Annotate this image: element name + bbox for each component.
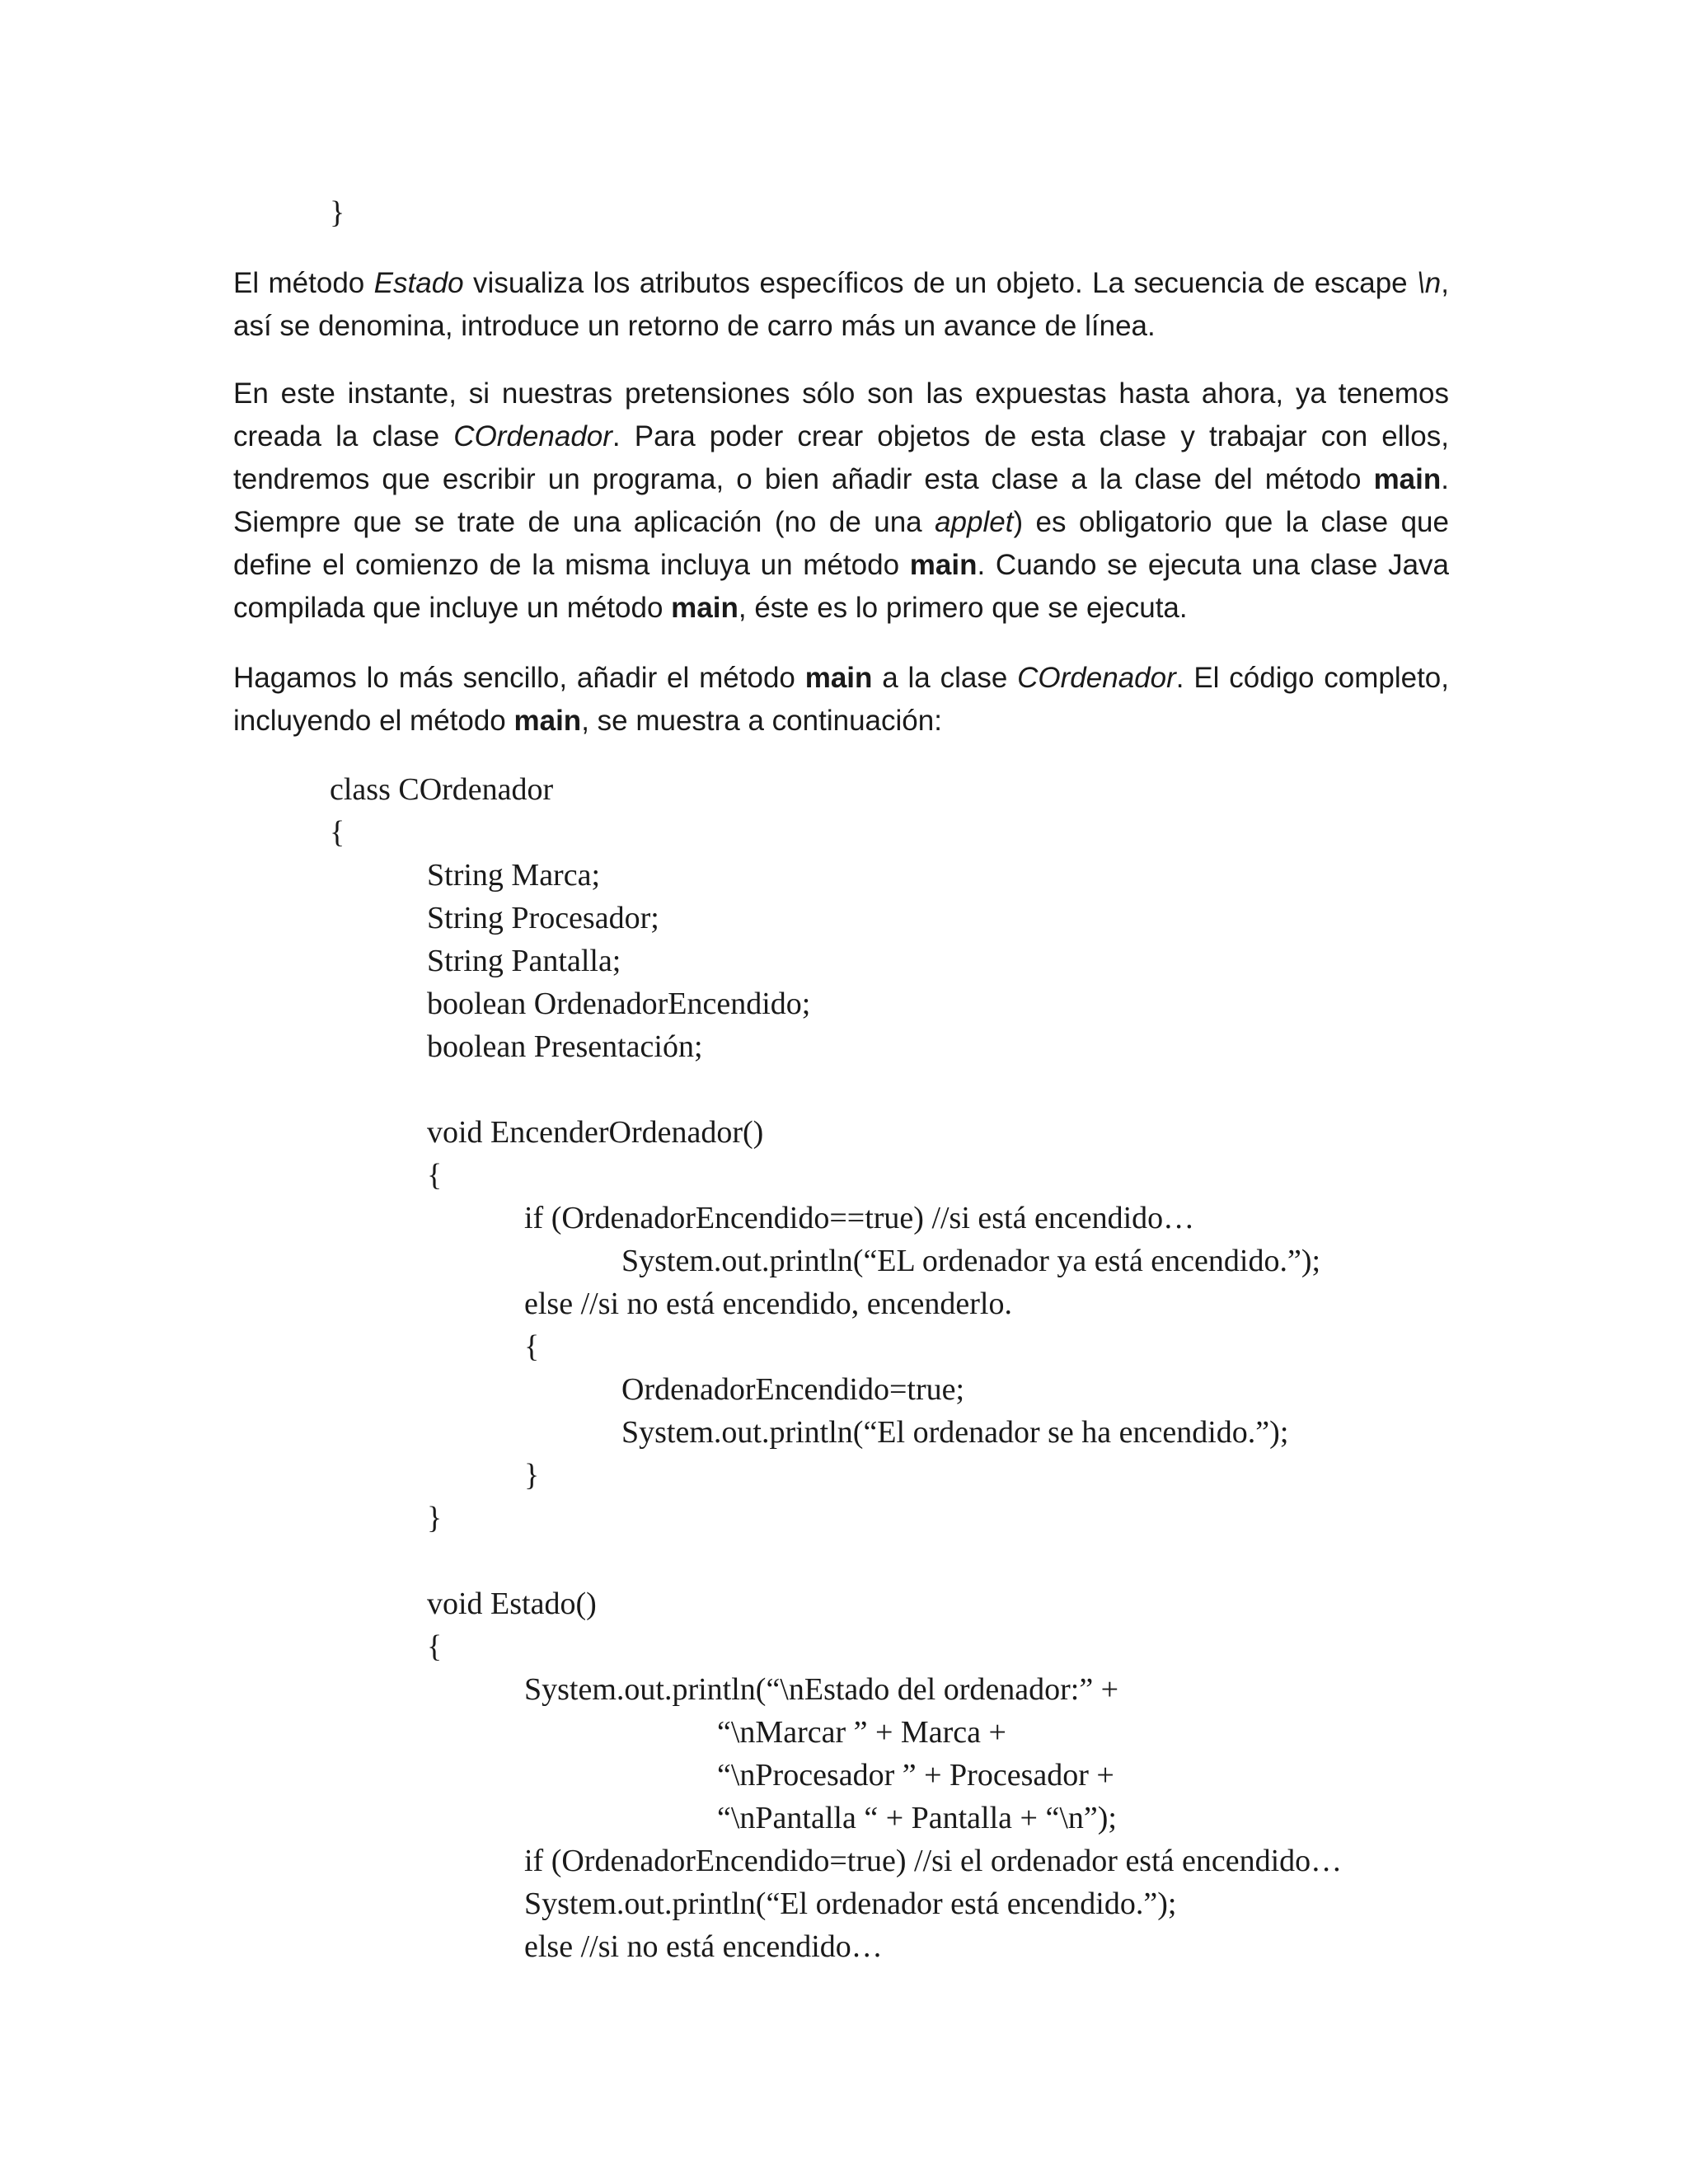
- closing-brace: }: [330, 195, 345, 230]
- code-line: String Marca;: [427, 858, 601, 893]
- code-line: else //si no está encendido, encenderlo.: [524, 1286, 1012, 1321]
- paragraph-text: . El código completo, incluyendo el método: [233, 662, 1449, 737]
- italic-term: COrdenador: [1017, 662, 1176, 694]
- bold-term: main: [1373, 463, 1442, 495]
- paragraph-text: Hagamos lo más sencillo, añadir el método: [233, 662, 805, 694]
- code-line: }: [524, 1458, 540, 1493]
- bold-term: main: [804, 662, 873, 694]
- code-line: “\nProcesador ” + Procesador +: [717, 1758, 1114, 1793]
- code-line: System.out.println(“EL ordenador ya está encendido.”);: [621, 1244, 1321, 1278]
- paragraph-text: . Cuando se ejecuta una clase Java compilada que incluye un método: [233, 549, 1449, 624]
- bold-term: main: [671, 592, 738, 624]
- paragraph-text: En este instante, si nuestras pretensiones sólo son las expuestas hasta ahora, ya tenemos creada la clase: [233, 377, 1449, 452]
- code-line: {: [427, 1158, 443, 1193]
- code-line: System.out.println(“El ordenador se ha encendido.”);: [621, 1415, 1289, 1450]
- code-line: {: [524, 1329, 540, 1364]
- code-line: }: [427, 1501, 443, 1535]
- code-line: String Pantalla;: [427, 944, 621, 978]
- code-line: void EncenderOrdenador(): [427, 1115, 764, 1150]
- code-line: else //si no está encendido…: [524, 1929, 883, 1964]
- paragraph-text: ) es obligatorio que la clase que define el comienzo de la misma incluya un método: [233, 506, 1449, 581]
- code-line: class COrdenador: [330, 772, 554, 807]
- code-line: boolean OrdenadorEncendido;: [427, 987, 811, 1021]
- bold-term: main: [513, 705, 582, 737]
- paragraph-estado-method: [233, 262, 1449, 348]
- code-line: void Estado(): [427, 1586, 597, 1621]
- code-line: System.out.println(“\nEstado del ordenador:” +: [524, 1672, 1119, 1707]
- paragraph-text: . Para poder crear objetos de esta clase y trabajar con ellos, tendremos que escribir un programa, o bien añadir esta clase a la clase del método: [233, 420, 1449, 495]
- code-line: “\nPantalla “ + Pantalla + “\n”);: [717, 1801, 1117, 1835]
- code-line: System.out.println(“El ordenador está encendido.”);: [524, 1886, 1177, 1921]
- paragraph-text: , se muestra a continuación:: [581, 705, 942, 737]
- paragraph-cordenador-class: [233, 373, 1449, 630]
- italic-term: Estado: [373, 267, 464, 299]
- paragraph-text: , así se denomina, introduce un retorno de carro más un avance de línea.: [233, 267, 1449, 342]
- code-line: OrdenadorEncendido=true;: [621, 1372, 965, 1407]
- code-line: {: [427, 1629, 443, 1664]
- italic-term: \n: [1417, 267, 1442, 299]
- paragraph-text: El método: [233, 267, 374, 299]
- paragraph-text: , éste es lo primero que se ejecuta.: [738, 592, 1188, 624]
- italic-term: COrdenador: [453, 420, 612, 452]
- paragraph-main-method: [233, 657, 1449, 743]
- code-line: if (OrdenadorEncendido=true) //si el ordenador está encendido…: [524, 1844, 1343, 1878]
- bold-term: main: [909, 549, 978, 581]
- code-line: {: [330, 815, 345, 850]
- code-line: String Procesador;: [427, 901, 659, 935]
- paragraph-text: visualiza los atributos específicos de un objeto. La secuencia de escape: [463, 267, 1418, 299]
- paragraph-text: a la clase: [872, 662, 1018, 694]
- paragraph-text: . Siempre que se trate de una aplicación (no de una: [233, 463, 1449, 538]
- italic-term: applet: [935, 506, 1014, 538]
- code-line: boolean Presentación;: [427, 1029, 703, 1064]
- code-line: “\nMarcar ” + Marca +: [717, 1715, 1006, 1750]
- code-line: if (OrdenadorEncendido==true) //si está encendido…: [524, 1201, 1195, 1235]
